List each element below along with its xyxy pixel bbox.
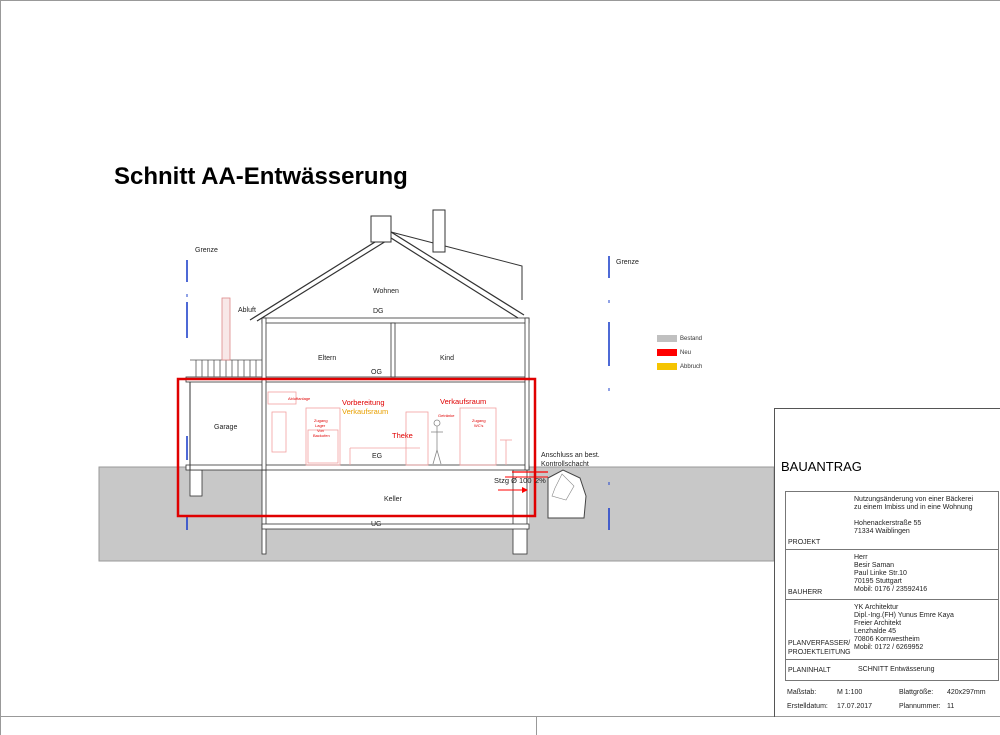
label-eg: EG xyxy=(372,453,383,460)
label-zugang-lager-4: Backofen xyxy=(313,433,330,438)
label-og: OG xyxy=(371,369,382,376)
label-zugang-lager-3: Von xyxy=(317,428,324,433)
label-anschluss-1: Anschluss an best. xyxy=(541,452,600,459)
planverfasser-text: YK Architektur Dipl.-Ing.(FH) Yunus Emre Kaya Freier Architekt Lenzhalde 45 70806 Kornwestheim Mobil: 0172 / 6269952 xyxy=(854,604,954,651)
title-block-heading: BAUANTRAG xyxy=(781,459,862,474)
planverfasser-label-2: PROJEKTLEITUNG xyxy=(788,649,851,656)
label-getraenke: Getränke xyxy=(438,413,455,418)
label-stzg: Stzg Ø 100 xyxy=(494,476,532,485)
projekt-label: PROJEKT xyxy=(788,539,821,546)
label-zugang-lager-1: Zugang xyxy=(314,418,328,423)
label-anschluss-2: Kontrollschacht xyxy=(541,461,589,468)
title-block xyxy=(774,408,1000,717)
label-grenze-right: Grenze xyxy=(616,259,639,266)
bauherr-label: BAUHERR xyxy=(788,589,823,596)
label-garage: Garage xyxy=(214,424,238,431)
planverfasser-label-1: PLANVERFASSER/ xyxy=(788,640,851,647)
planverfasser-label xyxy=(788,639,851,657)
label-dg: DG xyxy=(373,308,384,315)
planinhalt-text: SCHNITT Entwässerung xyxy=(858,666,935,673)
bauherr-text: Herr Besir Saman Paul Linke Str.10 70195 Stuttgart Mobil: 0176 / 23592416 xyxy=(854,554,928,593)
legend-label-neu: Neu xyxy=(680,350,692,356)
label-wohnen: Wohnen xyxy=(373,288,399,295)
legend-swatch-neu xyxy=(657,349,677,356)
massstab-value: M 1:100 xyxy=(837,689,863,696)
planinhalt-label: PLANINHALT xyxy=(788,667,831,674)
legend-label-abbruch: Abbruch xyxy=(680,364,703,370)
label-zugang-lager-2: Lager xyxy=(315,423,326,428)
drawing-title: Schnitt AA-Entwässerung xyxy=(114,163,408,190)
label-kind: Kind xyxy=(440,355,455,362)
blatt-value: 420x297mm xyxy=(947,689,986,696)
label-abluftanlage: Abluftanlage xyxy=(288,396,311,401)
label-theke: Theke xyxy=(392,431,413,440)
plannr-value: 11 xyxy=(947,703,955,710)
label-gefaelle: 2% xyxy=(535,476,546,485)
label-vorbereitung: Vorbereitung xyxy=(342,398,385,407)
datum-value: 17.07.2017 xyxy=(837,703,873,710)
label-ug: UG xyxy=(371,521,382,528)
legend-swatch-bestand xyxy=(657,335,677,342)
bauherr-box xyxy=(785,549,999,600)
label-grenze-left: Grenze xyxy=(195,247,218,254)
label-eltern: Eltern xyxy=(318,355,337,362)
label-verkaufsraum-red: Verkaufsraum xyxy=(440,397,487,406)
legend-label-bestand: Bestand xyxy=(680,336,703,342)
planverfasser-box xyxy=(785,599,999,660)
massstab-label: Maßstab: xyxy=(787,689,817,696)
label-zugang-wc-2: WC's xyxy=(474,423,484,428)
label-abluft: Abluft xyxy=(238,307,256,314)
planinhalt-box xyxy=(785,659,999,681)
blatt-label: Blattgröße: xyxy=(899,689,934,696)
plannr-label: Plannummer: xyxy=(899,703,941,710)
label-keller: Keller xyxy=(384,496,402,503)
label-verkaufsraum-orange: Verkaufsraum xyxy=(342,407,389,416)
datum-label: Erstelldatum: xyxy=(787,703,828,710)
legend-swatch-abbruch xyxy=(657,363,677,370)
label-zugang-wc-1: Zugang xyxy=(472,418,486,423)
projekt-text: Nutzungsänderung von einer Bäckerei zu einem Imbiss und in eine Wohnung Hohenackerstraße 55 71334 Waiblingen xyxy=(854,496,974,535)
projekt-box xyxy=(785,491,999,550)
